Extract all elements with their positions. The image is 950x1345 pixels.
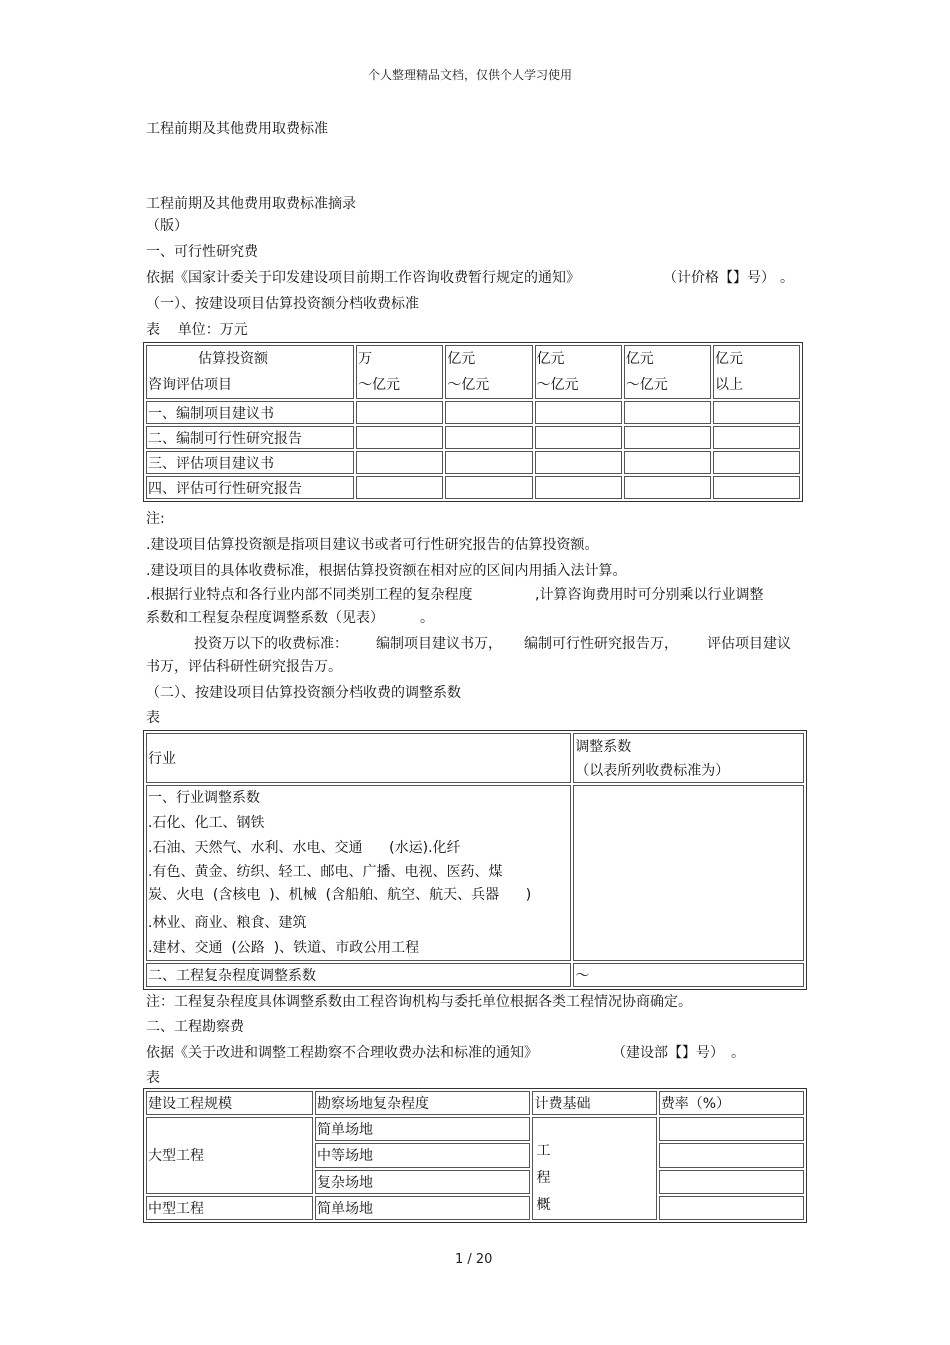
empty-cell [356, 451, 443, 474]
basis-period: 。 [780, 270, 794, 286]
scale-large-cell: 大型工程 [146, 1117, 313, 1194]
empty-cell [659, 1143, 804, 1167]
table-3-caption: 表 [146, 1070, 160, 1086]
empty-cell [535, 401, 622, 424]
note-4-item: 评估项目建议 [707, 636, 791, 652]
industry-line: .林业、商业、粮食、建筑 [148, 915, 307, 931]
table-row [146, 476, 800, 499]
subsection-1-heading: （一）、按建设项目估算投资额分档收费标准 [146, 296, 419, 312]
fee-basis-cell [532, 1117, 656, 1220]
column-header-top: 万 [358, 351, 373, 367]
row-label: 三、评估项目建议书 [146, 451, 354, 474]
column-header-bottom: ～亿元 [625, 377, 668, 393]
basis-text: 依据《国家计委关于印发建设项目前期工作咨询收费暂行规定的通知》 [146, 270, 580, 286]
row-label: 一、编制项目建议书 [146, 401, 354, 424]
fee-basis-char: 概 [536, 1197, 551, 1213]
fee-basis-char: 工 [536, 1143, 551, 1159]
column-header-bottom: ～亿元 [447, 377, 490, 393]
column-header-bottom: ～亿元 [536, 377, 579, 393]
note-4-end: 书万，评估科研性研究报告万。 [146, 659, 342, 675]
industry-line: .建材、交通 (公路 )、铁道、市政公用工程 [148, 940, 420, 956]
survey-basis-period: 。 [731, 1045, 745, 1061]
note-2: .建设项目的具体收费标准，根据估算投资额在相对应的区间内用插入法计算。 [146, 563, 627, 579]
site-complexity-cell: 简单场地 [315, 1196, 530, 1220]
empty-cell [713, 426, 800, 449]
edition: （版） [146, 218, 188, 234]
empty-cell [624, 401, 711, 424]
note-4-item: 编制项目建议书万， [376, 636, 502, 652]
column-header: 建设工程规模 [146, 1091, 313, 1115]
complexity-row-value: ～ [573, 963, 804, 987]
industry-line: 一、行业调整系数 [148, 790, 260, 806]
empty-cell [713, 401, 800, 424]
adjustment-coefficient-table [143, 730, 807, 990]
coefficient-header-line-1: 调整系数 [575, 739, 632, 755]
table-1-caption: 表 单位：万元 [146, 322, 248, 338]
site-complexity-cell: 复杂场地 [315, 1170, 530, 1194]
column-header [624, 345, 711, 399]
note-3-part-c: 系数和工程复杂程度调整系数（见表） [146, 610, 384, 626]
column-header-top: 亿元 [447, 351, 476, 367]
row-label: 二、编制可行性研究报告 [146, 426, 354, 449]
column-header-bottom: 以上 [715, 377, 743, 393]
complexity-row-label: 二、工程复杂程度调整系数 [146, 963, 571, 987]
column-header: 勘察场地复杂程度 [315, 1091, 530, 1115]
empty-cell [356, 401, 443, 424]
subtitle: 工程前期及其他费用取费标准摘录 [146, 196, 356, 212]
empty-cell [356, 426, 443, 449]
empty-cell [713, 451, 800, 474]
coefficient-header-line-2: （以表所列收费标准为） [575, 763, 730, 779]
column-header-top: 亿元 [625, 351, 654, 367]
note-1: .建设项目估算投资额是指项目建议书或者可行性研究报告的估算投资额。 [146, 537, 599, 553]
industry-line: .石油、天然气、水利、水电、交通 (水运).化纤 [148, 840, 461, 856]
industry-line: .石化、化工、钢铁 [148, 815, 265, 831]
empty-cell [624, 476, 711, 499]
page-number: 1 / 20 [455, 1252, 493, 1267]
corner-top-label: 估算投资额 [198, 351, 268, 367]
subsection-2-heading: （二）、按建设项目估算投资额分档收费的调整系数 [146, 685, 461, 701]
empty-cell [659, 1170, 804, 1194]
column-header: 费率（%） [659, 1091, 804, 1115]
column-header [356, 345, 443, 399]
column-header-top: 亿元 [715, 351, 743, 367]
site-complexity-cell: 简单场地 [315, 1117, 530, 1141]
empty-cell [624, 426, 711, 449]
empty-cell [445, 401, 532, 424]
empty-cell [624, 451, 711, 474]
empty-cell [535, 476, 622, 499]
fee-standard-table [143, 342, 803, 502]
site-complexity-cell: 中等场地 [315, 1143, 530, 1167]
empty-cell [659, 1196, 804, 1220]
table-corner-cell [146, 345, 354, 399]
row-label: 四、评估可行性研究报告 [146, 476, 354, 499]
survey-fee-table [143, 1088, 807, 1223]
scale-medium-cell: 中型工程 [146, 1196, 313, 1220]
note-3-period: 。 [420, 610, 434, 626]
coefficient-header [573, 733, 804, 783]
table-row [146, 401, 800, 424]
empty-cell [573, 785, 804, 961]
column-header-top: 亿元 [536, 351, 565, 367]
survey-basis-document-number: （建设部【】号） [612, 1045, 724, 1061]
table-2-note: 注：工程复杂程度具体调整系数由工程咨询机构与委托单位根据各类工程情况协商确定。 [146, 994, 692, 1010]
column-header: 计费基础 [532, 1091, 656, 1115]
column-header [445, 345, 532, 399]
note-3-part-b: ,计算咨询费用时可分别乘以行业调整 [535, 587, 764, 603]
note-4-item: 投资万以下的收费标准： [194, 636, 348, 652]
empty-cell [659, 1117, 804, 1141]
survey-basis-text: 依据《关于改进和调整工程勘察不合理收费办法和标准的通知》 [146, 1045, 538, 1061]
column-header-bottom: ～亿元 [358, 377, 401, 393]
table-row [146, 426, 800, 449]
empty-cell [356, 476, 443, 499]
column-header [535, 345, 622, 399]
empty-cell [445, 451, 532, 474]
section-1-heading: 一、可行性研究费 [146, 244, 258, 260]
industry-header: 行业 [146, 733, 571, 783]
note-3-part-a: .根据行业特点和各行业内部不同类别工程的复杂程度 [146, 587, 473, 603]
table-2-caption: 表 [146, 710, 160, 726]
empty-cell [535, 426, 622, 449]
fee-basis-char: 程 [536, 1170, 551, 1186]
basis-document-number: （计价格【】号） [663, 270, 775, 286]
corner-bottom-label: 咨询评估项目 [148, 377, 232, 393]
page-header: 个人整理精品文档，仅供个人学习使用 [368, 68, 573, 82]
industry-line: .有色、黄金、纺织、轻工、邮电、广播、电视、医药、煤 [148, 864, 503, 880]
empty-cell [445, 426, 532, 449]
empty-cell [535, 451, 622, 474]
section-2-heading: 二、工程勘察费 [146, 1019, 244, 1035]
notes-label: 注: [146, 511, 165, 527]
empty-cell [445, 476, 532, 499]
document-title: 工程前期及其他费用取费标准 [146, 121, 328, 137]
table-row [146, 451, 800, 474]
column-header [713, 345, 800, 399]
note-4-item: 编制可行性研究报告万， [524, 636, 678, 652]
industry-line: 炭、火电 (含核电 )、机械 (含船舶、航空、航天、兵器 ) [148, 887, 532, 903]
empty-cell [713, 476, 800, 499]
industry-list-cell [146, 785, 571, 961]
